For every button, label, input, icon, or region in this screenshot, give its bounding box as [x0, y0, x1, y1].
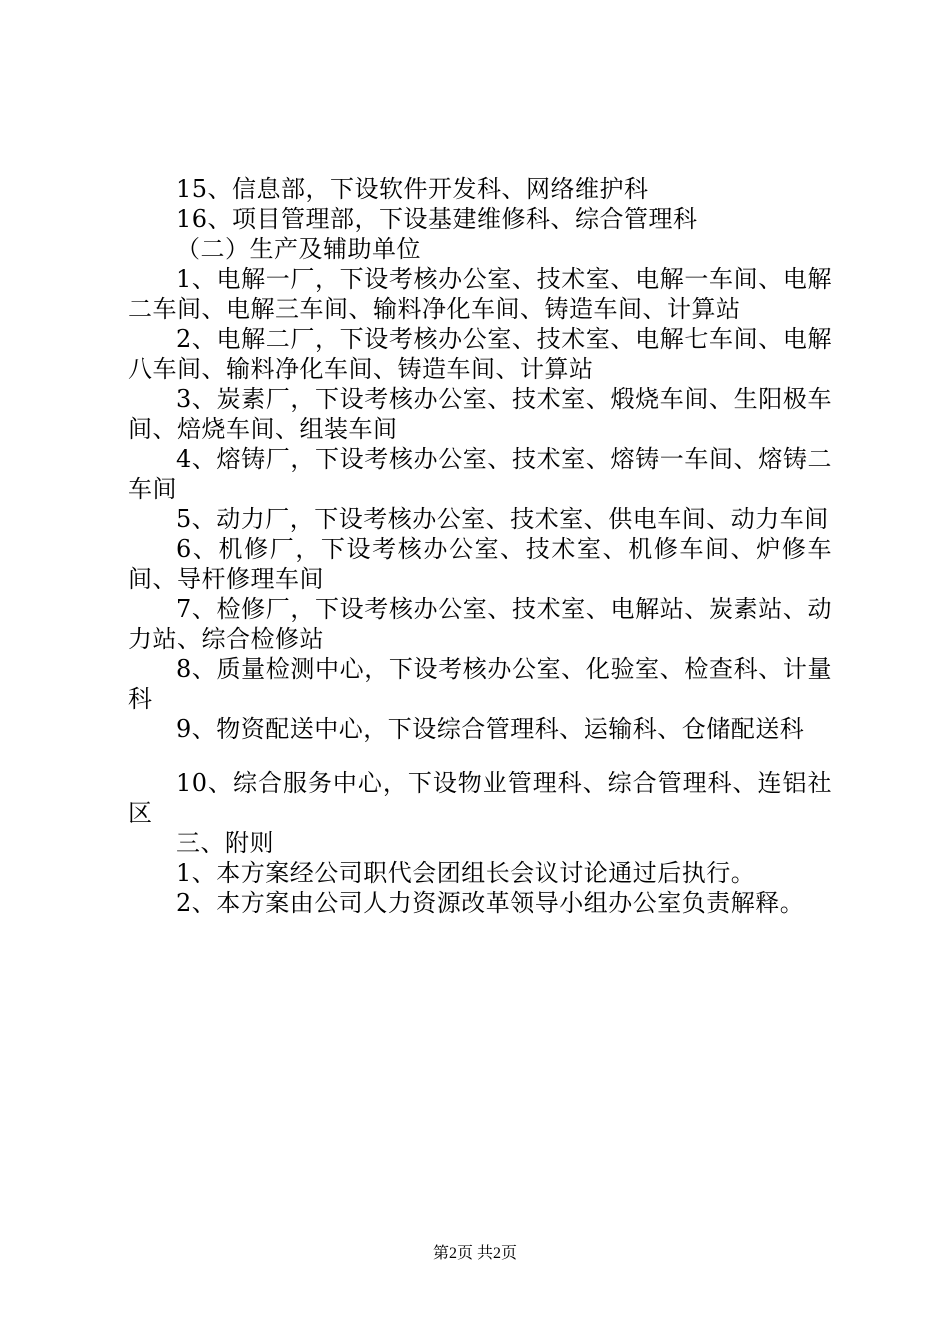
section-heading-supplementary: 三、附则	[176, 829, 274, 857]
paragraph-service-center: 10、综合服务中心，下设物业管理科、综合管理科、连铝社区	[128, 769, 832, 827]
paragraph-power-plant: 5、动力厂，下设考核办公室、技术室、供电车间、动力车间	[176, 505, 829, 533]
paragraph-electrolysis-plant-1: 1、电解一厂，下设考核办公室、技术室、电解一车间、电解二车间、电解三车间、输料净化车间、铸造车间、计算站	[128, 265, 832, 323]
document-body	[128, 174, 832, 918]
paragraph-electrolysis-plant-2: 2、电解二厂，下设考核办公室、技术室、电解七车间、电解八车间、输料净化车间、铸造车间、计算站	[128, 325, 832, 383]
paragraph-carbon-plant: 3、炭素厂，下设考核办公室、技术室、煅烧车间、生阳极车间、焙烧车间、组装车间	[128, 385, 832, 443]
paragraph-rule-2: 2、本方案由公司人力资源改革领导小组办公室负责解释。	[176, 889, 805, 917]
page-number-footer: 第2页 共2页	[432, 1245, 517, 1262]
paragraph-info-dept: 15、信息部，下设软件开发科、网络维护科	[176, 175, 649, 203]
paragraph-machine-repair-plant: 6、机修厂，下设考核办公室、技术室、机修车间、炉修车间、导杆修理车间	[128, 535, 832, 593]
paragraph-project-dept: 16、项目管理部，下设基建维修科、综合管理科	[176, 205, 698, 233]
paragraph-quality-center: 8、质量检测中心，下设考核办公室、化验室、检查科、计量科	[128, 655, 832, 713]
paragraph-rule-1: 1、本方案经公司职代会团组长会议讨论通过后执行。	[176, 859, 756, 887]
paragraph-logistics-center: 9、物资配送中心，下设综合管理科、运输科、仓储配送科	[176, 715, 805, 743]
section-heading-production-units: （二）生产及辅助单位	[176, 235, 421, 263]
paragraph-maintenance-plant: 7、检修厂，下设考核办公室、技术室、电解站、炭素站、动力站、综合检修站	[128, 595, 832, 653]
paragraph-casting-plant: 4、熔铸厂，下设考核办公室、技术室、熔铸一车间、熔铸二车间	[128, 445, 832, 503]
